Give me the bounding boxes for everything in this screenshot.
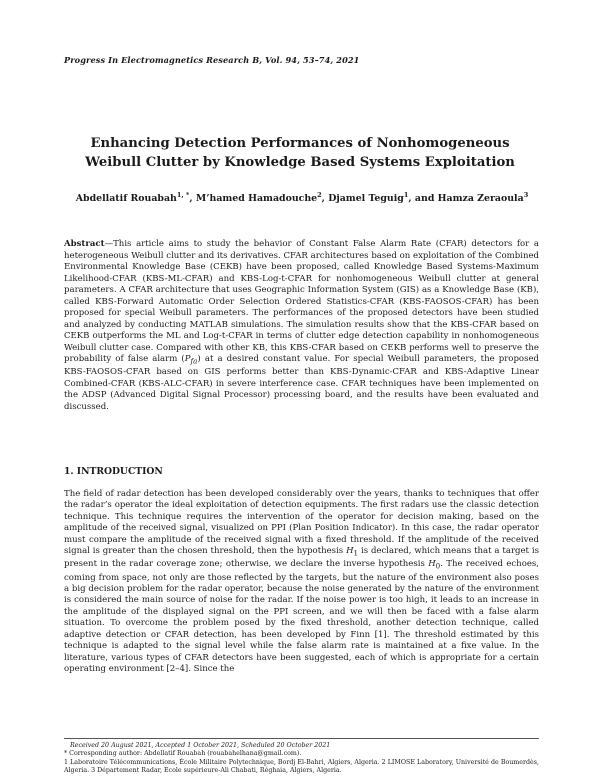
- journal-header: Progress In Electromagnetics Research B, Vol. 94, 53–74, 2021: [64, 55, 360, 65]
- author-name: M’hamed Hamadouche: [195, 193, 318, 204]
- section-heading: 1. INTRODUCTION: [64, 466, 163, 477]
- abstract-text: ) at a desired constant value. For special Weibull parameters, the proposed KBS-FAOSOS-CFAR based on GIS performs better than KBS-Dynamic-CFAR and KBS-Adaptive Linear Combined-CFAR (KBS-ALC-CFAR) in severe interference case. CFAR techniques have been implemented on the ADSP (Advanced Digital Signal Processor) processing board, and the results have been evaluated and discussed.: [64, 354, 539, 412]
- intro-text: is declared, which means that a target is present in the radar coverage zone; otherwise, we declare the inverse hypothesis: [64, 546, 539, 570]
- footnote-rule: [64, 738, 539, 739]
- author-affiliation-mark: 2: [317, 191, 322, 199]
- author-affiliation-mark: 3: [523, 191, 529, 199]
- paper-title: Enhancing Detection Performances of Nonhomogeneous Weibull Clutter by Knowledge Based Systems Exploitation: [85, 136, 515, 170]
- hypothesis-h0-subscript: 0: [435, 562, 441, 572]
- author-name: Abdellatif Rouabah: [75, 193, 177, 204]
- author-name: Djamel Teguig: [328, 193, 404, 204]
- intro-text: . The received echoes, coming from space, not only are those reflected by the targets, but the nature of the environment also poses a big decision problem for the radar operator, because the noise generated by the nature of the environment is considered the main source of noise for the radar. If the noise power is too high, it leads to an increase in the amplitude of the displayed signal on the PPI screen, and we will then be faced with a false alarm situation. To overcome the problem posed by the fixed threshold, another detection technique, called adaptive detection or CFAR detection, has been developed by Finn [1]. The threshold estimated by this technique is adapted to the signal level while the false alarm rate is maintained at a fixe value. In the literature, various types of CFAR detectors have been suggested, each of which is appropriate for a certain operating environment [2–4]. Since the: [64, 559, 539, 675]
- intro-paragraph: [64, 489, 539, 676]
- author-name: Hamza Zeraoula: [437, 193, 524, 204]
- hypothesis-h1: H: [346, 546, 354, 557]
- abstract-text: —This article aims to study the behavior of Constant False Alarm Rate (CFAR) detectors for a heterogeneous Weibull clutter and its derivatives. CFAR architectures based on exploitation of the Combined Environmental Knowledge Base (CEKB) have been proposed, called Knowledge Based Systems-Maximum Likelihood-CFAR (KBS-ML-CFAR) and KBS-Log-t-CFAR for nonhomogeneous Weibull clutter at general parameters. A CFAR architecture that uses Geographic Information System (GIS) as a Knowledge Base (KB), called KBS-Forward Automatic Order Selection Ordered Statistics-CFAR (KBS-FAOSOS-CFAR) has been proposed for special Weibull parameters. The performances of the proposed detectors have been studied and analyzed by conducting MATLAB simulations. The simulation results show that the KBS-CFAR based on CEKB outperforms the ML and Log-t-CFAR in terms of clutter edge detection capability in nonhomogeneous Weibull clutter case. Compared with other KB, this KBS-CFAR based on CEKB performs well to preserve the probability of false alarm (: [64, 239, 539, 364]
- hypothesis-h1-subscript: 1: [353, 548, 359, 558]
- author-separator: ,: [189, 193, 196, 204]
- hypothesis-h0: H: [428, 559, 436, 570]
- pfa-subscript: fa: [190, 356, 198, 366]
- author-affiliation-mark: 1, *: [176, 191, 190, 199]
- received-dates: Received 20 August 2021, Accepted 1 October 2021, Scheduled 20 October 2021: [70, 742, 331, 749]
- author-separator: ,: [321, 193, 329, 204]
- pfa-symbol: P: [184, 354, 191, 364]
- author-separator: , and: [408, 193, 438, 204]
- affiliations: 1 Laboratoire Télécommunications, École Militaire Polytechnique, Bordj El-Bahri, Algiers, Algeria. 2 LIMOSE Laboratory, Université de Boumerdès, Algeria. 3 Département Radar, Ecole supérieure-Ali Chabati, Réghaia, Algiers, Algeria.: [64, 758, 539, 774]
- abstract: [64, 239, 539, 413]
- author-affiliation-mark: 1: [403, 191, 409, 199]
- author-list: [62, 191, 542, 204]
- abstract-label: Abstract: [64, 239, 105, 249]
- corresponding-author: * Corresponding author: Abdellatif Rouabah (rouabahelhana@gmail.com).: [64, 750, 302, 758]
- footnotes: [64, 742, 539, 775]
- intro-text: The field of radar detection has been developed considerably over the years, thanks to techniques that offer the radar’s operator the ideal exploitation of detection equipments. The first radars use the classic detection technique. This technique requires the intervention of the operator for decision making, based on the amplitude of the received signal, visualized on PPI (Plan Position Indicator). In this case, the radar operator must compare the amplitude of the received signal with a fixed threshold. If the amplitude of the received signal is greater than the chosen threshold, then the hypothesis: [64, 489, 539, 557]
